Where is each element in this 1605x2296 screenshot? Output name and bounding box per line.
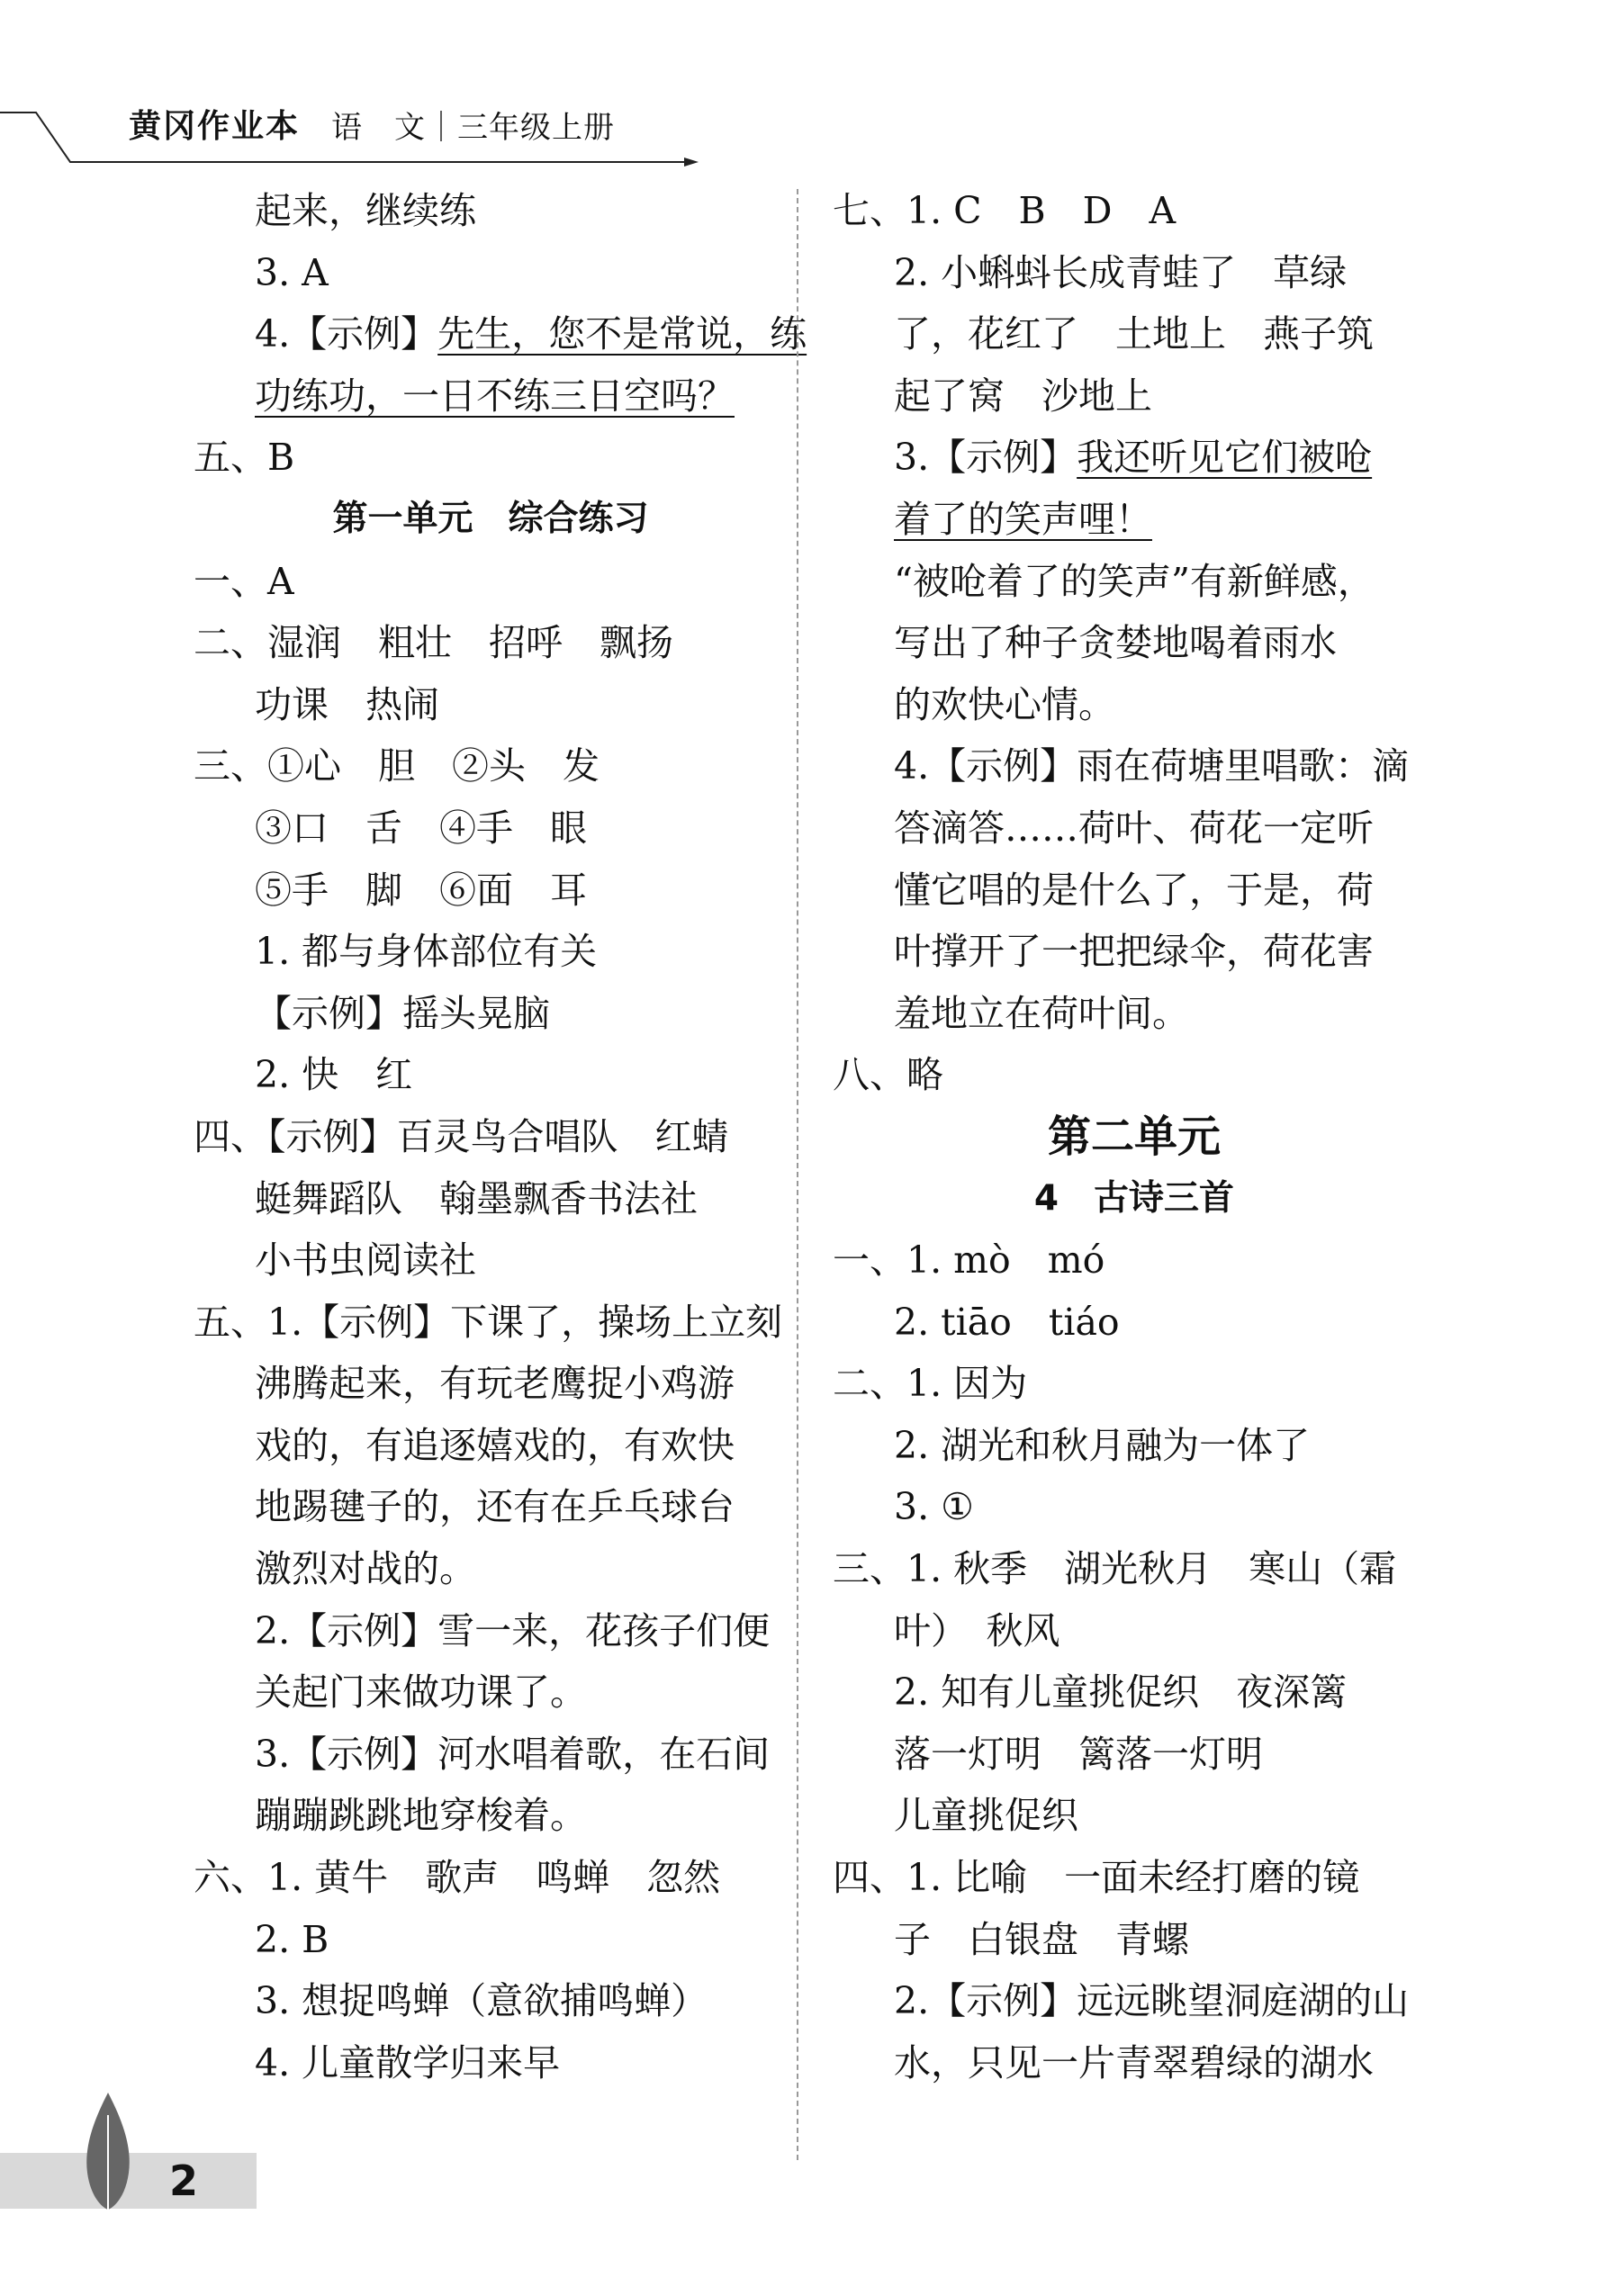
answer-text: 八、略 xyxy=(833,1053,943,1097)
answer-line xyxy=(894,551,1436,613)
answer-line xyxy=(255,2032,788,2094)
answer-line xyxy=(255,797,788,860)
answer-text: 二、湿润 粗壮 招呼 飘扬 xyxy=(194,621,673,665)
answer-text: 2. B xyxy=(255,1917,329,1961)
answer-line xyxy=(194,1847,788,1909)
answer-text: “被呛着了的笑声”有新鲜感， xyxy=(894,559,1375,603)
answer-text: 地踢毽子的，还有在乒乓球台 xyxy=(255,1485,735,1529)
answer-line xyxy=(894,1970,1436,2032)
answer-text: 叶） 秋风 xyxy=(894,1608,1060,1652)
answer-line xyxy=(255,1044,788,1106)
answer-line xyxy=(894,983,1436,1045)
answer-text: 水，只见一片青翠碧绿的湖水 xyxy=(894,2040,1374,2084)
answer-line xyxy=(255,983,788,1045)
answer-line xyxy=(194,612,788,674)
answer-text: 3. A xyxy=(255,250,329,294)
section-heading xyxy=(833,1106,1436,1168)
answer-text: 子 白银盘 青螺 xyxy=(894,1917,1189,1961)
answer-text: 3. ① xyxy=(894,1485,974,1529)
answer-text: ⑤手 脚 ⑥面 耳 xyxy=(255,868,587,912)
book-subject: 语 文｜三年级上册 xyxy=(331,110,615,146)
answer-line xyxy=(894,1724,1436,1786)
answer-text: 3.【示例】 xyxy=(894,436,1078,480)
answer-text: 蜓舞蹈队 翰墨飘香书法社 xyxy=(255,1176,698,1220)
answer-line xyxy=(255,1785,788,1847)
answer-text: 4.【示例】 xyxy=(255,312,438,356)
answer-text: 写出了种子贪婪地喝着雨水 xyxy=(894,621,1337,665)
answer-text: 沸腾起来，有玩老鹰捉小鸡游 xyxy=(255,1362,735,1406)
answer-line xyxy=(255,1415,788,1477)
book-title: 黄冈作业本 xyxy=(129,108,301,145)
right-answer-column xyxy=(833,180,1436,2093)
answer-line xyxy=(255,1909,788,1971)
answer-line xyxy=(894,860,1436,922)
underlined-answer-text: 着了的笑声哩！ xyxy=(894,497,1152,541)
answer-text: 一、A xyxy=(194,559,294,603)
answer-line xyxy=(894,1600,1436,1662)
answer-line xyxy=(194,1106,788,1168)
answer-line xyxy=(894,489,1436,551)
answer-line xyxy=(194,427,788,489)
answer-line xyxy=(894,1785,1436,1847)
answer-line xyxy=(833,1847,1436,1909)
answer-line xyxy=(894,612,1436,674)
answer-text: 了，花红了 土地上 燕子筑 xyxy=(894,312,1374,356)
answer-text: 三、①心 胆 ②头 发 xyxy=(194,744,600,788)
answer-line xyxy=(194,551,788,613)
answer-line xyxy=(894,797,1436,860)
answer-text: 功课 热闹 xyxy=(255,682,439,726)
answer-line xyxy=(255,180,788,242)
answer-text: 4.【示例】雨在荷塘里唱歌：滴 xyxy=(894,744,1410,788)
answer-line xyxy=(255,242,788,304)
answer-line xyxy=(833,1353,1436,1415)
answer-text: 六、1. 黄牛 歌声 鸣蝉 忽然 xyxy=(194,1856,721,1900)
answer-line xyxy=(255,674,788,736)
page-number: 2 xyxy=(169,2156,199,2205)
answer-text: 蹦蹦跳跳地穿梭着。 xyxy=(255,1794,587,1838)
answer-text: 1. 都与身体部位有关 xyxy=(255,930,598,974)
answer-line xyxy=(194,735,788,797)
answer-line xyxy=(894,2032,1436,2094)
answer-text: 2.【示例】远远眺望洞庭湖的山 xyxy=(894,1979,1410,2023)
answer-line xyxy=(255,365,788,428)
answer-line xyxy=(833,1538,1436,1600)
answer-line xyxy=(255,1970,788,2032)
answer-text: 第二单元 xyxy=(1047,1111,1221,1162)
answer-text: 叶撑开了一把把绿伞，荷花害 xyxy=(894,930,1374,974)
answer-line xyxy=(894,1661,1436,1724)
answer-line xyxy=(255,1168,788,1230)
answer-text: ③口 舌 ④手 眼 xyxy=(255,806,587,850)
answer-text: 羞地立在荷叶间。 xyxy=(894,991,1189,1035)
answer-line xyxy=(255,921,788,983)
answer-text: 答滴答……荷叶、荷花一定听 xyxy=(894,806,1374,850)
answer-line xyxy=(894,1415,1436,1477)
answer-line xyxy=(255,1476,788,1538)
answer-line xyxy=(255,1600,788,1662)
answer-line xyxy=(894,303,1436,365)
answer-line xyxy=(894,427,1436,489)
answer-text: 七、1. C B D A xyxy=(833,189,1177,232)
answer-line xyxy=(833,1229,1436,1292)
answer-line xyxy=(894,1476,1436,1538)
answer-line xyxy=(833,1044,1436,1106)
answer-line xyxy=(255,1229,788,1292)
answer-text: 五、1.【示例】下课了，操场上立刻 xyxy=(194,1300,783,1344)
answer-line xyxy=(194,1292,788,1354)
answer-text: 四、1. 比喻 一面未经打磨的镜 xyxy=(833,1856,1360,1900)
answer-text: 落一灯明 篱落一灯明 xyxy=(894,1732,1263,1776)
underlined-answer-text: 功练功，一日不练三日空吗？ xyxy=(255,374,735,418)
answer-line xyxy=(255,1661,788,1724)
answer-text: 3.【示例】河水唱着歌，在石间 xyxy=(255,1732,771,1776)
answer-text: 2.【示例】雪一来，花孩子们便 xyxy=(255,1608,771,1652)
answer-text: 4 古诗三首 xyxy=(1033,1177,1235,1219)
answer-text: 2. 小蝌蚪长成青蛙了 草绿 xyxy=(894,250,1348,294)
answer-line xyxy=(894,242,1436,304)
answer-text: 3. 想捉鸣蝉（意欲捕鸣蝉） xyxy=(255,1979,708,2023)
answer-line xyxy=(255,860,788,922)
answer-text: 三、1. 秋季 湖光秋月 寒山（霜 xyxy=(833,1547,1397,1591)
answer-text: 二、1. 因为 xyxy=(833,1362,1028,1406)
answer-text: 懂它唱的是什么了，于是，荷 xyxy=(894,868,1374,912)
answer-line xyxy=(255,303,807,365)
underlined-answer-text: 先生，您不是常说，练 xyxy=(437,312,807,356)
answer-text: 【示例】摇头晃脑 xyxy=(255,991,550,1035)
answer-text: 儿童挑促织 xyxy=(894,1794,1078,1838)
answer-text: 4. 儿童散学归来早 xyxy=(255,2040,561,2084)
answer-line xyxy=(255,1538,788,1600)
column-divider xyxy=(797,189,798,2160)
leaf-icon xyxy=(81,2088,135,2214)
answer-text: 2. tiāo tiáo xyxy=(894,1300,1120,1344)
answer-line xyxy=(894,1909,1436,1971)
answer-text: 一、1. mò mó xyxy=(833,1238,1105,1283)
answer-text: 起了窝 沙地上 xyxy=(894,374,1152,418)
answer-line xyxy=(255,1353,788,1415)
section-heading xyxy=(833,1168,1436,1230)
answer-line xyxy=(894,735,1436,797)
answer-line xyxy=(833,180,1436,242)
underlined-answer-text: 我还听见它们被呛 xyxy=(1077,436,1373,480)
answer-text: 小书虫阅读社 xyxy=(255,1238,476,1283)
answer-text: 五、B xyxy=(194,436,295,480)
answer-text: 四、【示例】百灵鸟合唱队 红蜻 xyxy=(194,1114,729,1158)
answer-text: 第一单元 综合练习 xyxy=(332,498,649,539)
answer-line xyxy=(894,674,1436,736)
answer-text: 2. 湖光和秋月融为一体了 xyxy=(894,1423,1311,1467)
answer-text: 的欢快心情。 xyxy=(894,682,1115,726)
answer-text: 2. 快 红 xyxy=(255,1053,413,1097)
answer-line xyxy=(894,365,1436,428)
answer-line xyxy=(255,1724,788,1786)
left-answer-column xyxy=(194,180,807,2093)
answer-line xyxy=(894,921,1436,983)
answer-line xyxy=(894,1292,1436,1354)
answer-text: 戏的，有追逐嬉戏的，有欢快 xyxy=(255,1423,735,1467)
answer-text: 2. 知有儿童挑促织 夜深篱 xyxy=(894,1670,1348,1715)
answer-text: 起来，继续练 xyxy=(255,189,476,232)
section-heading xyxy=(194,489,788,551)
answer-text: 关起门来做功课了。 xyxy=(255,1670,587,1715)
answer-text: 激烈对战的。 xyxy=(255,1547,476,1591)
